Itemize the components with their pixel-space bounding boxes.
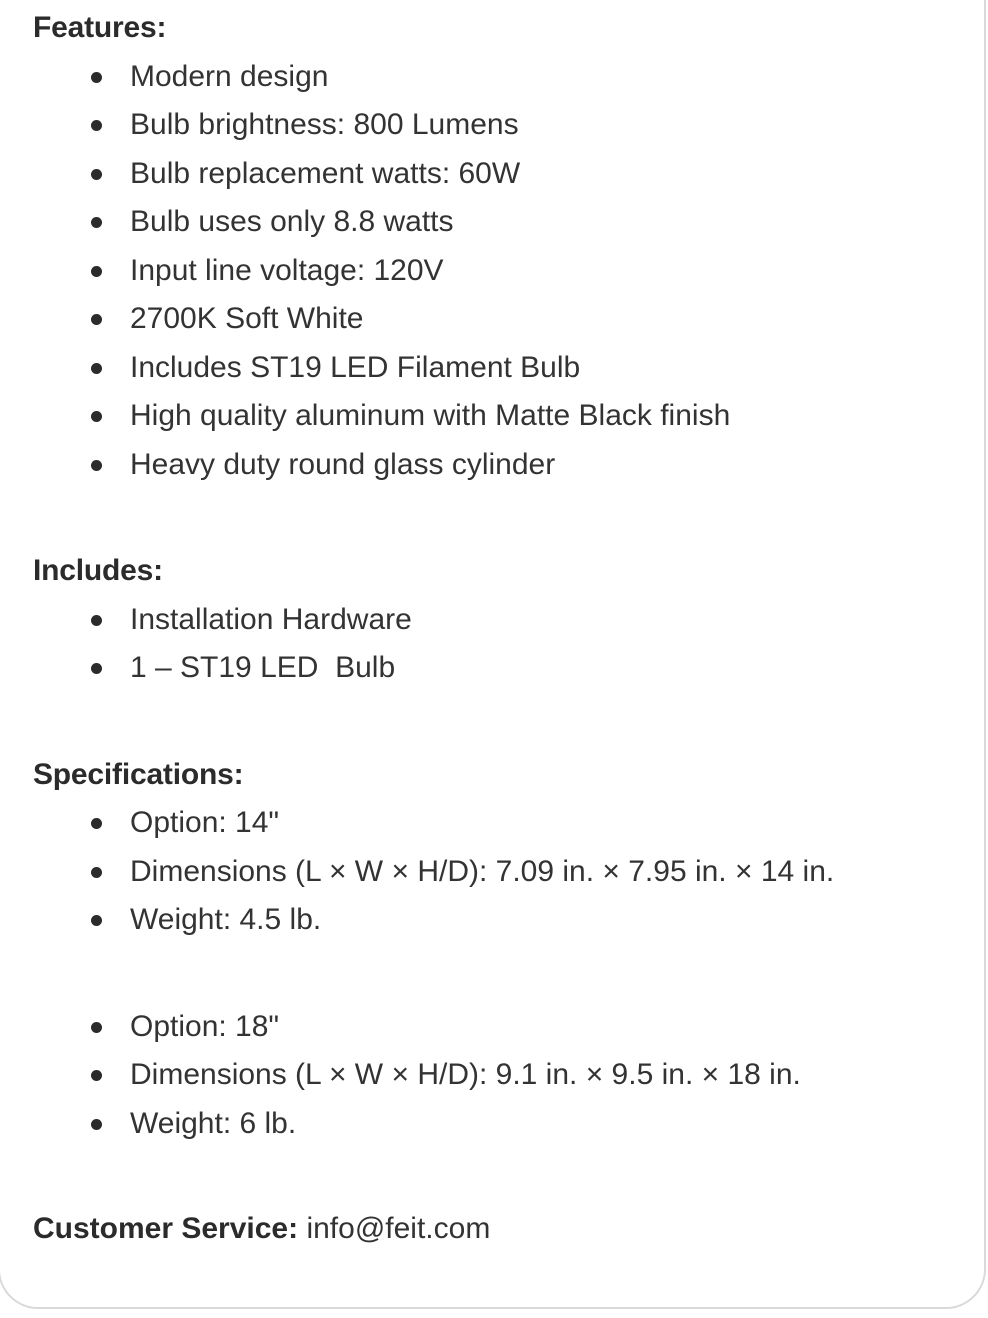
list-item: Heavy duty round glass cylinder [33, 441, 890, 490]
includes-heading: Includes: [33, 554, 163, 587]
bullet-icon [91, 1119, 102, 1130]
specifications-heading: Specifications: [33, 757, 244, 791]
bullet-icon [91, 169, 102, 180]
bullet-icon [91, 915, 102, 926]
customer-service-email[interactable]: info@feit.com [306, 1212, 491, 1245]
bullet-icon [91, 411, 102, 422]
bullet-icon [91, 217, 102, 228]
bullet-icon [91, 266, 102, 277]
spacer [33, 945, 973, 1003]
bullet-icon [91, 615, 102, 626]
list-item: Weight: 4.5 lb. [33, 896, 890, 945]
list-item: Bulb brightness: 800 Lumens [33, 101, 890, 150]
bullet-icon [91, 818, 102, 829]
list-item: Input line voltage: 120V [33, 247, 890, 296]
specifications-option-14-list [33, 799, 973, 945]
spacer [33, 693, 973, 751]
list-item: Bulb replacement watts: 60W [33, 150, 890, 199]
list-item: Option: 14" [33, 799, 890, 848]
bullet-icon [91, 120, 102, 131]
bullet-icon [91, 663, 102, 674]
bullet-icon [91, 1070, 102, 1081]
spacer [33, 489, 973, 547]
list-item: Modern design [33, 53, 890, 102]
bullet-icon [91, 363, 102, 374]
bullet-icon [91, 1022, 102, 1033]
bullet-icon [91, 867, 102, 878]
list-item: Includes ST19 LED Filament Bulb [33, 344, 890, 393]
list-item: 1 – ST19 LED Bulb [33, 644, 890, 693]
list-item: Option: 18" [33, 1003, 890, 1052]
list-item: High quality aluminum with Matte Black finish [33, 392, 890, 441]
list-item: Dimensions (L × W × H/D): 9.1 in. × 9.5 in. × 18 in. [33, 1051, 930, 1100]
includes-list [33, 596, 973, 693]
list-item: 2700K Soft White [33, 295, 890, 344]
customer-service-label: Customer Service: [33, 1212, 299, 1245]
spacer [33, 1148, 973, 1205]
features-heading: Features: [33, 11, 167, 44]
list-item: Bulb uses only 8.8 watts [33, 198, 890, 247]
bullet-icon [91, 314, 102, 325]
list-item: Installation Hardware [33, 596, 890, 645]
product-details-content [33, 4, 973, 1254]
bullet-icon [91, 72, 102, 83]
bullet-icon [91, 460, 102, 471]
specifications-option-18-list [33, 1003, 973, 1149]
list-item: Dimensions (L × W × H/D): 7.09 in. × 7.95 in. × 14 in. [33, 848, 890, 897]
features-list [33, 53, 973, 490]
customer-service [33, 1205, 973, 1254]
list-item: Weight: 6 lb. [33, 1100, 890, 1149]
